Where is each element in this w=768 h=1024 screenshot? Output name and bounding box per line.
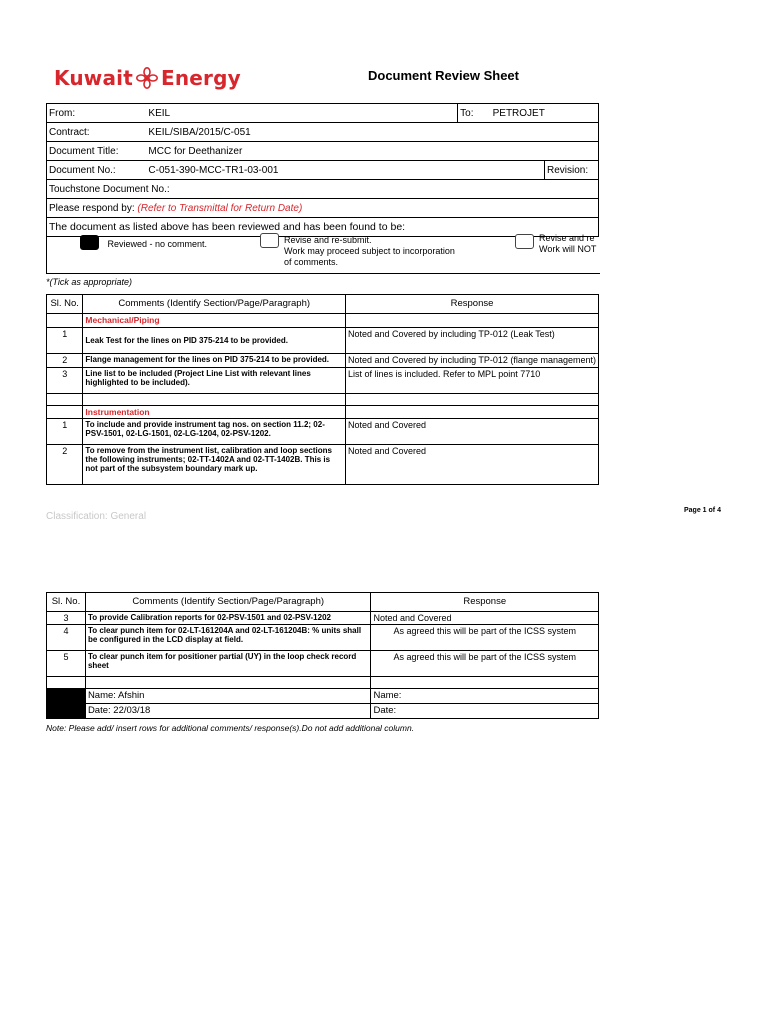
header-table xyxy=(46,103,599,237)
row-response: As agreed this will be part of the ICSS system xyxy=(371,651,599,677)
respond-label: Please respond by: xyxy=(49,202,135,214)
table-row xyxy=(47,328,599,354)
option-revise-not-proceed-text xyxy=(539,233,599,255)
row-sl: 5 xyxy=(47,651,86,677)
table-row xyxy=(47,625,599,651)
option3-line2: Work will NOT xyxy=(539,244,597,254)
signature-block xyxy=(47,704,86,719)
section-instrumentation: Instrumentation xyxy=(83,406,346,419)
col-comments: Comments (Identify Section/Page/Paragraph) xyxy=(85,593,371,612)
row-comment: Line list to be included (Project Line List with relevant lines highlighted to be included). xyxy=(83,368,346,394)
option-revise-line3: of comments. xyxy=(284,257,339,267)
table-row xyxy=(47,612,599,625)
logo-word-energy: Energy xyxy=(160,66,241,90)
to-value: PETROJET xyxy=(491,104,599,123)
touchstone-label: Touchstone Document No.: xyxy=(47,180,599,199)
reviewer-name: Name: Afshin xyxy=(85,689,371,704)
row-comment: Flange management for the lines on PID 375-214 to be provided. xyxy=(83,354,346,368)
col-sl-no: Sl. No. xyxy=(47,295,83,314)
doc-title-label: Document Title: xyxy=(47,142,147,161)
table-row xyxy=(47,419,599,445)
respond-value: (Refer to Transmittal for Return Date) xyxy=(137,202,303,214)
option-reviewed[interactable] xyxy=(80,234,207,252)
row-response: Noted and Covered xyxy=(371,612,599,625)
table-row xyxy=(47,368,599,394)
classification-label: Classification: General xyxy=(46,511,147,522)
revision-label: Revision: xyxy=(544,161,598,180)
flower-icon xyxy=(136,67,158,89)
table-row xyxy=(47,651,599,677)
kuwait-energy-logo xyxy=(54,64,241,92)
responder-date: Date: xyxy=(371,704,599,719)
option-reviewed-label: Reviewed - no comment. xyxy=(107,239,207,249)
col-sl-no: Sl. No. xyxy=(47,593,86,612)
page-number: Page 1 of 4 xyxy=(684,507,721,514)
reviewer-date: Date: 22/03/18 xyxy=(85,704,371,719)
col-response: Response xyxy=(371,593,599,612)
respond-row xyxy=(47,199,599,218)
checkbox-reviewed-checked-icon[interactable] xyxy=(80,235,99,250)
row-response: Noted and Covered xyxy=(346,445,599,485)
col-response: Response xyxy=(346,295,599,314)
section-mechanical-piping: Mechanical/Piping xyxy=(83,314,346,328)
row-sl: 2 xyxy=(47,354,83,368)
row-comment: To include and provide instrument tag nos. on section 11.2; 02-PSV-1501, 02-LG-1501, 02-LG-1204, 02-PSV-1202. xyxy=(83,419,346,445)
row-comment: To remove from the instrument list, calibration and loop sections the following instruments; 02-TT-1402A and 02-TT-1402B. This is not part of the subsystem boundary mark up. xyxy=(83,445,346,485)
row-comment: To provide Calibration reports for 02-PSV-1501 and 02-PSV-1202 xyxy=(85,612,371,625)
row-response: Noted and Covered xyxy=(346,419,599,445)
row-response: Noted and Covered by including TP-012 (flange management) xyxy=(346,354,599,368)
logo-word-kuwait: Kuwait xyxy=(54,66,133,90)
tick-note: *(Tick as appropriate) xyxy=(46,277,132,287)
row-response: As agreed this will be part of the ICSS system xyxy=(371,625,599,651)
row-comment: Leak Test for the lines on PID 375-214 to be provided. xyxy=(83,328,346,354)
option-revise-not-proceed[interactable] xyxy=(515,233,534,251)
comments-table-1 xyxy=(46,294,599,485)
option-revise-resubmit[interactable] xyxy=(260,233,279,251)
comments-table-2 xyxy=(46,592,599,719)
row-comment: To clear punch item for 02-LT-161204A and 02-LT-161204B: % units shall be configured in the LCD display at field. xyxy=(85,625,371,651)
doc-title-value: MCC for Deethanizer xyxy=(146,142,598,161)
row-response: List of lines is included. Refer to MPL point 7710 xyxy=(346,368,599,394)
footer-note: Note: Please add/ insert rows for additional comments/ response(s).Do not add additional column. xyxy=(46,723,415,733)
from-label: From: xyxy=(47,104,147,123)
row-sl: 3 xyxy=(47,368,83,394)
row-sl: 1 xyxy=(47,328,83,354)
option3-line1: Revise and re xyxy=(539,233,595,243)
contract-label: Contract: xyxy=(47,123,147,142)
option-revise-line1: Revise and re-submit. xyxy=(284,235,372,245)
option-revise-line2: Work may proceed subject to incorporation xyxy=(284,246,455,256)
row-comment: To clear punch item for positioner partial (UY) in the loop check record sheet xyxy=(85,651,371,677)
from-row xyxy=(47,104,599,123)
option-revise-resubmit-text xyxy=(284,235,455,268)
doc-no-value: C-051-390-MCC-TR1-03-001 xyxy=(146,161,544,180)
contract-value: KEIL/SIBA/2015/C-051 xyxy=(146,123,598,142)
checkbox-revise-not-proceed-icon[interactable] xyxy=(515,234,534,249)
row-sl: 4 xyxy=(47,625,86,651)
row-sl: 2 xyxy=(47,445,83,485)
review-statement: The document as listed above has been reviewed and has been found to be: xyxy=(47,218,599,237)
signature-block xyxy=(47,689,86,704)
row-sl: 1 xyxy=(47,419,83,445)
table-row xyxy=(47,354,599,368)
to-label: To: xyxy=(458,104,491,123)
from-value: KEIL xyxy=(146,104,457,123)
responder-name: Name: xyxy=(371,689,599,704)
row-sl: 3 xyxy=(47,612,86,625)
col-comments: Comments (Identify Section/Page/Paragraph) xyxy=(83,295,346,314)
row-response: Noted and Covered by including TP-012 (Leak Test) xyxy=(346,328,599,354)
table-row xyxy=(47,445,599,485)
doc-no-label: Document No.: xyxy=(47,161,147,180)
document-title: Document Review Sheet xyxy=(368,68,519,83)
checkbox-revise-resubmit-icon[interactable] xyxy=(260,233,279,248)
